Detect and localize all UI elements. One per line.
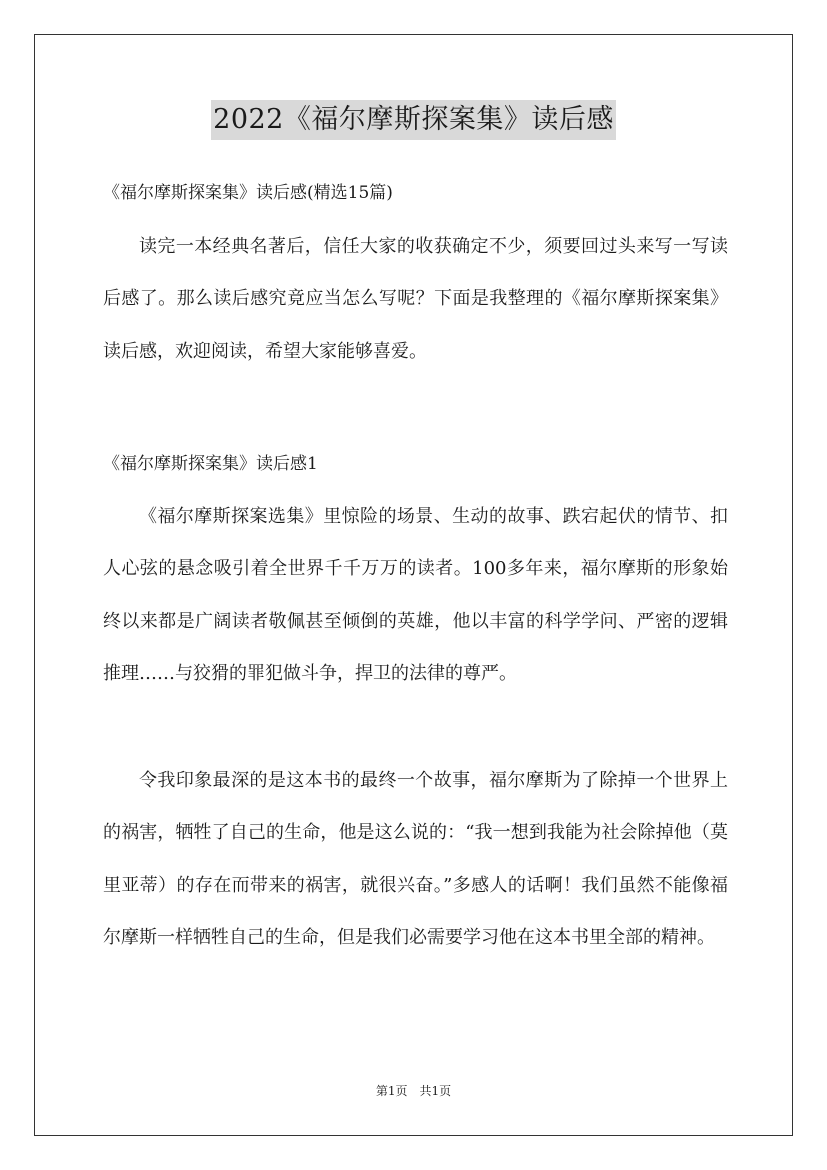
document-title: 2022《福尔摩斯探案集》读后感 bbox=[211, 100, 616, 140]
body-paragraph-2: 令我印象最深的是这本书的最终一个故事，福尔摩斯为了除掉一个世界上的祸害，牺牲了自己的生命，他是这么说的：“我一想到我能为社会除掉他（莫里亚蒂）的存在而带来的祸害，就很兴奋。”多感人的话啊！我们虽然不能像福尔摩斯一样牺牲自己的生命，但是我们必需要学习他在这本书里全部的精神。 bbox=[103, 770, 728, 949]
page-number-footer: 第1页 共1页 bbox=[375, 1084, 452, 1098]
section-heading: 《福尔摩斯探案集》读后感1 bbox=[103, 454, 318, 474]
title-container bbox=[0, 100, 827, 140]
document-subtitle: 《福尔摩斯探案集》读后感(精选15篇) bbox=[103, 183, 393, 203]
body-paragraph-1: 《福尔摩斯探案选集》里惊险的场景、生动的故事、跌宕起伏的情节、扣人心弦的悬念吸引着全世界千千万万的读者。100多年来，福尔摩斯的形象始终以来都是广阔读者敬佩甚至倾倒的英雄，他以丰富的科学学问、严密的逻辑推理……与狡猾的罪犯做斗争，捍卫的法律的尊严。 bbox=[103, 506, 728, 685]
intro-paragraph: 读完一本经典名著后，信任大家的收获确定不少，须要回过头来写一写读后感了。那么读后感究竟应当怎么写呢？下面是我整理的《福尔摩斯探案集》读后感，欢迎阅读，希望大家能够喜爱。 bbox=[103, 236, 728, 362]
